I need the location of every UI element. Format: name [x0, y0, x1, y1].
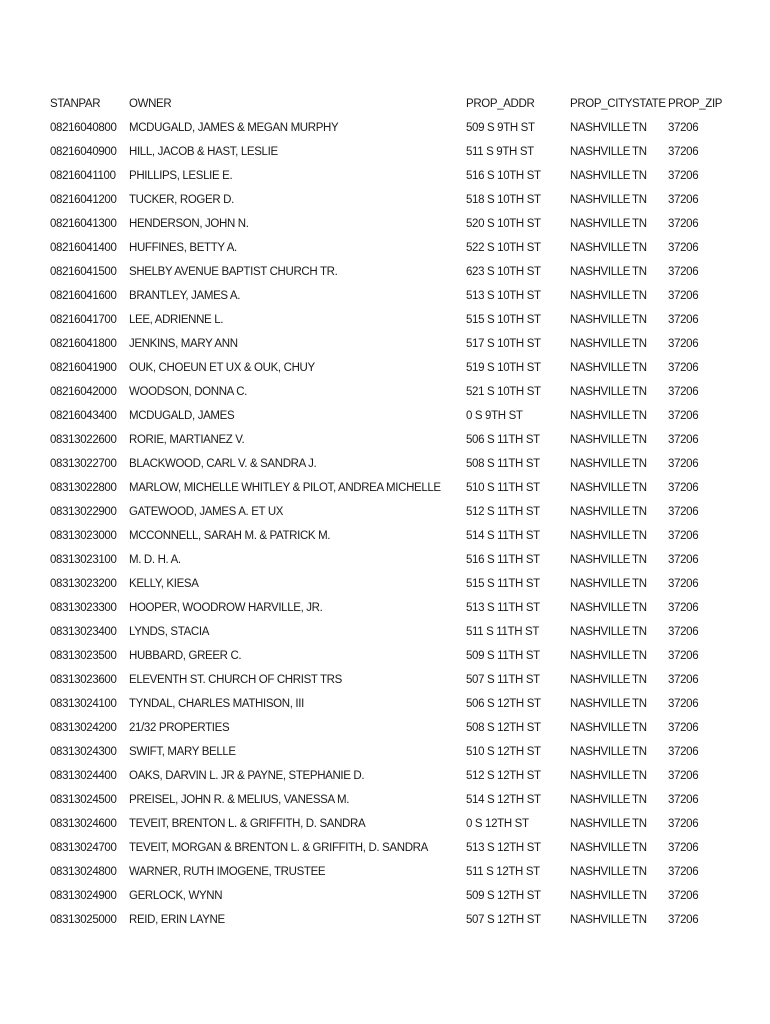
table-row	[50, 404, 728, 428]
prop-city-cell: NASHVILLE	[570, 866, 631, 878]
prop-city-cell: NASHVILLE	[570, 146, 631, 158]
prop-addr-cell: 515 S 11TH ST	[466, 578, 540, 590]
state-cell: TN	[632, 410, 647, 422]
prop-zip-cell: 37206	[668, 266, 699, 278]
table-row	[50, 116, 728, 140]
table-row	[50, 908, 728, 932]
prop-addr-cell: 509 S 11TH ST	[466, 650, 540, 662]
stanpar-cell: 08216041100	[50, 170, 116, 182]
table-row	[50, 764, 728, 788]
prop-city-cell: NASHVILLE	[570, 242, 631, 254]
stanpar-cell: 08216041700	[50, 314, 117, 326]
owner-cell: SHELBY AVENUE BAPTIST CHURCH TR.	[129, 266, 338, 278]
prop-city-cell: NASHVILLE	[570, 482, 631, 494]
prop-zip-cell: 37206	[668, 194, 699, 206]
stanpar-cell: 08313022900	[50, 506, 117, 518]
prop-city-cell: NASHVILLE	[570, 818, 631, 830]
state-cell: TN	[632, 818, 647, 830]
column-header-stanpar: STANPAR	[50, 98, 101, 110]
table-row	[50, 476, 728, 500]
table-row	[50, 236, 728, 260]
prop-city-cell: NASHVILLE	[570, 194, 631, 206]
state-cell: TN	[632, 674, 647, 686]
column-header-prop-city: PROP_CITY	[570, 98, 633, 110]
state-cell: TN	[632, 626, 647, 638]
prop-zip-cell: 37206	[668, 794, 699, 806]
prop-addr-cell: 510 S 11TH ST	[466, 482, 540, 494]
stanpar-cell: 08313024300	[50, 746, 117, 758]
prop-city-cell: NASHVILLE	[570, 626, 631, 638]
owner-cell: KELLY, KIESA	[129, 578, 199, 590]
prop-zip-cell: 37206	[668, 626, 699, 638]
prop-addr-cell: 508 S 12TH ST	[466, 722, 541, 734]
stanpar-cell: 08216041800	[50, 338, 117, 350]
state-cell: TN	[632, 506, 647, 518]
prop-addr-cell: 512 S 12TH ST	[466, 770, 541, 782]
prop-zip-cell: 37206	[668, 290, 699, 302]
stanpar-cell: 08216041600	[50, 290, 117, 302]
prop-zip-cell: 37206	[668, 506, 699, 518]
stanpar-cell: 08313024800	[50, 866, 117, 878]
prop-addr-cell: 0 S 12TH ST	[466, 818, 529, 830]
prop-city-cell: NASHVILLE	[570, 290, 631, 302]
prop-zip-cell: 37206	[668, 218, 699, 230]
prop-city-cell: NASHVILLE	[570, 170, 631, 182]
prop-addr-cell: 507 S 11TH ST	[466, 674, 540, 686]
table-row	[50, 380, 728, 404]
prop-city-cell: NASHVILLE	[570, 842, 631, 854]
prop-addr-cell: 506 S 11TH ST	[466, 434, 540, 446]
prop-addr-cell: 508 S 11TH ST	[466, 458, 540, 470]
prop-zip-cell: 37206	[668, 338, 699, 350]
owner-cell: HENDERSON, JOHN N.	[129, 218, 249, 230]
prop-addr-cell: 521 S 10TH ST	[466, 386, 541, 398]
stanpar-cell: 08216041300	[50, 218, 117, 230]
prop-city-cell: NASHVILLE	[570, 578, 631, 590]
state-cell: TN	[632, 842, 647, 854]
stanpar-cell: 08216041200	[50, 194, 117, 206]
prop-addr-cell: 516 S 10TH ST	[466, 170, 541, 182]
prop-addr-cell: 519 S 10TH ST	[466, 362, 541, 374]
state-cell: TN	[632, 722, 647, 734]
stanpar-cell: 08313024500	[50, 794, 117, 806]
stanpar-cell: 08313023000	[50, 530, 117, 542]
prop-zip-cell: 37206	[668, 818, 699, 830]
prop-zip-cell: 37206	[668, 770, 699, 782]
table-row	[50, 524, 728, 548]
state-cell: TN	[632, 242, 647, 254]
table-row	[50, 308, 728, 332]
state-cell: TN	[632, 578, 647, 590]
table-row	[50, 188, 728, 212]
owner-cell: PREISEL, JOHN R. & MELIUS, VANESSA M.	[129, 794, 350, 806]
column-header-owner: OWNER	[129, 98, 172, 110]
owner-cell: PHILLIPS, LESLIE E.	[129, 170, 233, 182]
prop-zip-cell: 37206	[668, 458, 699, 470]
prop-zip-cell: 37206	[668, 890, 699, 902]
prop-addr-cell: 513 S 12TH ST	[466, 842, 541, 854]
prop-addr-cell: 511 S 12TH ST	[466, 866, 540, 878]
prop-addr-cell: 514 S 12TH ST	[466, 794, 541, 806]
table-row	[50, 548, 728, 572]
state-cell: TN	[632, 554, 647, 566]
state-cell: TN	[632, 914, 647, 926]
prop-zip-cell: 37206	[668, 386, 699, 398]
prop-addr-cell: 511 S 9TH ST	[466, 146, 534, 158]
owner-cell: REID, ERIN LAYNE	[129, 914, 225, 926]
state-cell: TN	[632, 194, 647, 206]
prop-city-cell: NASHVILLE	[570, 674, 631, 686]
table-row	[50, 332, 728, 356]
state-cell: TN	[632, 794, 647, 806]
prop-city-cell: NASHVILLE	[570, 554, 631, 566]
state-cell: TN	[632, 530, 647, 542]
prop-addr-cell: 514 S 11TH ST	[466, 530, 540, 542]
table-row	[50, 740, 728, 764]
prop-city-cell: NASHVILLE	[570, 746, 631, 758]
prop-addr-cell: 509 S 9TH ST	[466, 122, 535, 134]
owner-cell: LYNDS, STACIA	[129, 626, 210, 638]
state-cell: TN	[632, 362, 647, 374]
stanpar-cell: 08216041900	[50, 362, 117, 374]
owner-cell: WARNER, RUTH IMOGENE, TRUSTEE	[129, 866, 326, 878]
stanpar-cell: 08313023100	[50, 554, 117, 566]
table-row	[50, 788, 728, 812]
owner-cell: OUK, CHOEUN ET UX & OUK, CHUY	[129, 362, 315, 374]
table-row	[50, 428, 728, 452]
prop-city-cell: NASHVILLE	[570, 506, 631, 518]
prop-city-cell: NASHVILLE	[570, 410, 631, 422]
prop-zip-cell: 37206	[668, 578, 699, 590]
prop-city-cell: NASHVILLE	[570, 602, 631, 614]
state-cell: TN	[632, 290, 647, 302]
owner-cell: 21/32 PROPERTIES	[129, 722, 230, 734]
state-cell: TN	[632, 266, 647, 278]
stanpar-cell: 08313024200	[50, 722, 117, 734]
prop-city-cell: NASHVILLE	[570, 266, 631, 278]
state-cell: TN	[632, 650, 647, 662]
owner-cell: HILL, JACOB & HAST, LESLIE	[129, 146, 278, 158]
table-row	[50, 596, 728, 620]
prop-zip-cell: 37206	[668, 650, 699, 662]
state-cell: TN	[632, 218, 647, 230]
stanpar-cell: 08313023400	[50, 626, 117, 638]
owner-cell: TEVEIT, MORGAN & BRENTON L. & GRIFFITH, D. SANDRA	[129, 842, 428, 854]
prop-city-cell: NASHVILLE	[570, 770, 631, 782]
prop-zip-cell: 37206	[668, 842, 699, 854]
prop-zip-cell: 37206	[668, 722, 699, 734]
prop-zip-cell: 37206	[668, 698, 699, 710]
prop-zip-cell: 37206	[668, 554, 699, 566]
table-row	[50, 860, 728, 884]
stanpar-cell: 08216040800	[50, 122, 117, 134]
table-row	[50, 140, 728, 164]
stanpar-cell: 08313024700	[50, 842, 117, 854]
prop-zip-cell: 37206	[668, 602, 699, 614]
state-cell: TN	[632, 170, 647, 182]
stanpar-cell: 08313024100	[50, 698, 117, 710]
state-cell: TN	[632, 770, 647, 782]
prop-addr-cell: 510 S 12TH ST	[466, 746, 541, 758]
table-row	[50, 812, 728, 836]
stanpar-cell: 08313023600	[50, 674, 117, 686]
state-cell: TN	[632, 122, 647, 134]
prop-addr-cell: 509 S 12TH ST	[466, 890, 541, 902]
prop-city-cell: NASHVILLE	[570, 122, 631, 134]
stanpar-cell: 08313025000	[50, 914, 117, 926]
table-row	[50, 716, 728, 740]
prop-zip-cell: 37206	[668, 410, 699, 422]
owner-cell: MCDUGALD, JAMES & MEGAN MURPHY	[129, 122, 339, 134]
prop-city-cell: NASHVILLE	[570, 458, 631, 470]
prop-addr-cell: 518 S 10TH ST	[466, 194, 541, 206]
owner-cell: MARLOW, MICHELLE WHITLEY & PILOT, ANDREA MICHELLE	[129, 482, 441, 494]
table-row	[50, 620, 728, 644]
prop-city-cell: NASHVILLE	[570, 386, 631, 398]
stanpar-cell: 08313022600	[50, 434, 117, 446]
prop-addr-cell: 517 S 10TH ST	[466, 338, 541, 350]
prop-city-cell: NASHVILLE	[570, 338, 631, 350]
prop-addr-cell: 623 S 10TH ST	[466, 266, 541, 278]
owner-cell: HOOPER, WOODROW HARVILLE, JR.	[129, 602, 323, 614]
table-row	[50, 692, 728, 716]
prop-addr-cell: 513 S 10TH ST	[466, 290, 541, 302]
prop-addr-cell: 512 S 11TH ST	[466, 506, 540, 518]
prop-zip-cell: 37206	[668, 146, 699, 158]
prop-addr-cell: 513 S 11TH ST	[466, 602, 540, 614]
prop-zip-cell: 37206	[668, 242, 699, 254]
prop-zip-cell: 37206	[668, 530, 699, 542]
state-cell: TN	[632, 890, 647, 902]
owner-cell: GERLOCK, WYNN	[129, 890, 223, 902]
stanpar-cell: 08313023500	[50, 650, 117, 662]
owner-cell: BLACKWOOD, CARL V. & SANDRA J.	[129, 458, 317, 470]
prop-zip-cell: 37206	[668, 122, 699, 134]
prop-city-cell: NASHVILLE	[570, 434, 631, 446]
owner-cell: ELEVENTH ST. CHURCH OF CHRIST TRS	[129, 674, 342, 686]
table-row	[50, 212, 728, 236]
table-body	[50, 116, 728, 932]
table-row	[50, 644, 728, 668]
owner-cell: RORIE, MARTIANEZ V.	[129, 434, 245, 446]
prop-zip-cell: 37206	[668, 314, 699, 326]
stanpar-cell: 08313024900	[50, 890, 117, 902]
prop-addr-cell: 511 S 11TH ST	[466, 626, 540, 638]
table-row	[50, 260, 728, 284]
stanpar-cell: 08216041400	[50, 242, 117, 254]
prop-city-cell: NASHVILLE	[570, 698, 631, 710]
state-cell: TN	[632, 698, 647, 710]
prop-city-cell: NASHVILLE	[570, 218, 631, 230]
prop-addr-cell: 507 S 12TH ST	[466, 914, 541, 926]
state-cell: TN	[632, 314, 647, 326]
state-cell: TN	[632, 386, 647, 398]
prop-addr-cell: 516 S 11TH ST	[466, 554, 540, 566]
column-header-prop-addr: PROP_ADDR	[466, 98, 535, 110]
prop-city-cell: NASHVILLE	[570, 314, 631, 326]
table-row	[50, 452, 728, 476]
prop-zip-cell: 37206	[668, 866, 699, 878]
property-owner-table	[50, 92, 728, 932]
owner-cell: BRANTLEY, JAMES A.	[129, 290, 241, 302]
stanpar-cell: 08313022800	[50, 482, 117, 494]
table-row	[50, 356, 728, 380]
stanpar-cell: 08313022700	[50, 458, 117, 470]
state-cell: TN	[632, 866, 647, 878]
prop-addr-cell: 506 S 12TH ST	[466, 698, 541, 710]
prop-addr-cell: 522 S 10TH ST	[466, 242, 541, 254]
state-cell: TN	[632, 458, 647, 470]
stanpar-cell: 08216042000	[50, 386, 117, 398]
prop-zip-cell: 37206	[668, 746, 699, 758]
prop-addr-cell: 0 S 9TH ST	[466, 410, 523, 422]
stanpar-cell: 08313023200	[50, 578, 117, 590]
prop-city-cell: NASHVILLE	[570, 794, 631, 806]
owner-cell: LEE, ADRIENNE L.	[129, 314, 224, 326]
prop-zip-cell: 37206	[668, 170, 699, 182]
table-row	[50, 836, 728, 860]
prop-addr-cell: 520 S 10TH ST	[466, 218, 541, 230]
state-cell: TN	[632, 746, 647, 758]
stanpar-cell: 08313024400	[50, 770, 117, 782]
stanpar-cell: 08216043400	[50, 410, 117, 422]
table-row	[50, 164, 728, 188]
owner-cell: MCDUGALD, JAMES	[129, 410, 235, 422]
state-cell: TN	[632, 602, 647, 614]
owner-cell: TEVEIT, BRENTON L. & GRIFFITH, D. SANDRA	[129, 818, 366, 830]
owner-cell: HUBBARD, GREER C.	[129, 650, 242, 662]
owner-cell: TUCKER, ROGER D.	[129, 194, 234, 206]
stanpar-cell: 08216040900	[50, 146, 117, 158]
table-row	[50, 572, 728, 596]
table-row	[50, 884, 728, 908]
owner-cell: M. D. H. A.	[129, 554, 181, 566]
table-row	[50, 500, 728, 524]
owner-cell: JENKINS, MARY ANN	[129, 338, 238, 350]
prop-city-cell: NASHVILLE	[570, 530, 631, 542]
owner-cell: MCCONNELL, SARAH M. & PATRICK M.	[129, 530, 331, 542]
stanpar-cell: 08216041500	[50, 266, 117, 278]
table-row	[50, 668, 728, 692]
table-row	[50, 284, 728, 308]
prop-addr-cell: 515 S 10TH ST	[466, 314, 541, 326]
prop-city-cell: NASHVILLE	[570, 722, 631, 734]
prop-zip-cell: 37206	[668, 674, 699, 686]
column-header-state: STATE	[632, 98, 666, 110]
stanpar-cell: 08313023300	[50, 602, 117, 614]
owner-cell: HUFFINES, BETTY A.	[129, 242, 237, 254]
prop-zip-cell: 37206	[668, 434, 699, 446]
prop-city-cell: NASHVILLE	[570, 362, 631, 374]
state-cell: TN	[632, 338, 647, 350]
owner-cell: SWIFT, MARY BELLE	[129, 746, 236, 758]
header-row	[50, 92, 728, 116]
prop-zip-cell: 37206	[668, 914, 699, 926]
prop-zip-cell: 37206	[668, 482, 699, 494]
owner-cell: TYNDAL, CHARLES MATHISON, III	[129, 698, 304, 710]
state-cell: TN	[632, 434, 647, 446]
prop-city-cell: NASHVILLE	[570, 914, 631, 926]
state-cell: TN	[632, 146, 647, 158]
prop-city-cell: NASHVILLE	[570, 890, 631, 902]
state-cell: TN	[632, 482, 647, 494]
owner-cell: WOODSON, DONNA C.	[129, 386, 248, 398]
prop-city-cell: NASHVILLE	[570, 650, 631, 662]
column-header-prop-zip: PROP_ZIP	[668, 98, 723, 110]
prop-zip-cell: 37206	[668, 362, 699, 374]
owner-cell: GATEWOOD, JAMES A. ET UX	[129, 506, 284, 518]
stanpar-cell: 08313024600	[50, 818, 117, 830]
owner-cell: OAKS, DARVIN L. JR & PAYNE, STEPHANIE D.	[129, 770, 365, 782]
